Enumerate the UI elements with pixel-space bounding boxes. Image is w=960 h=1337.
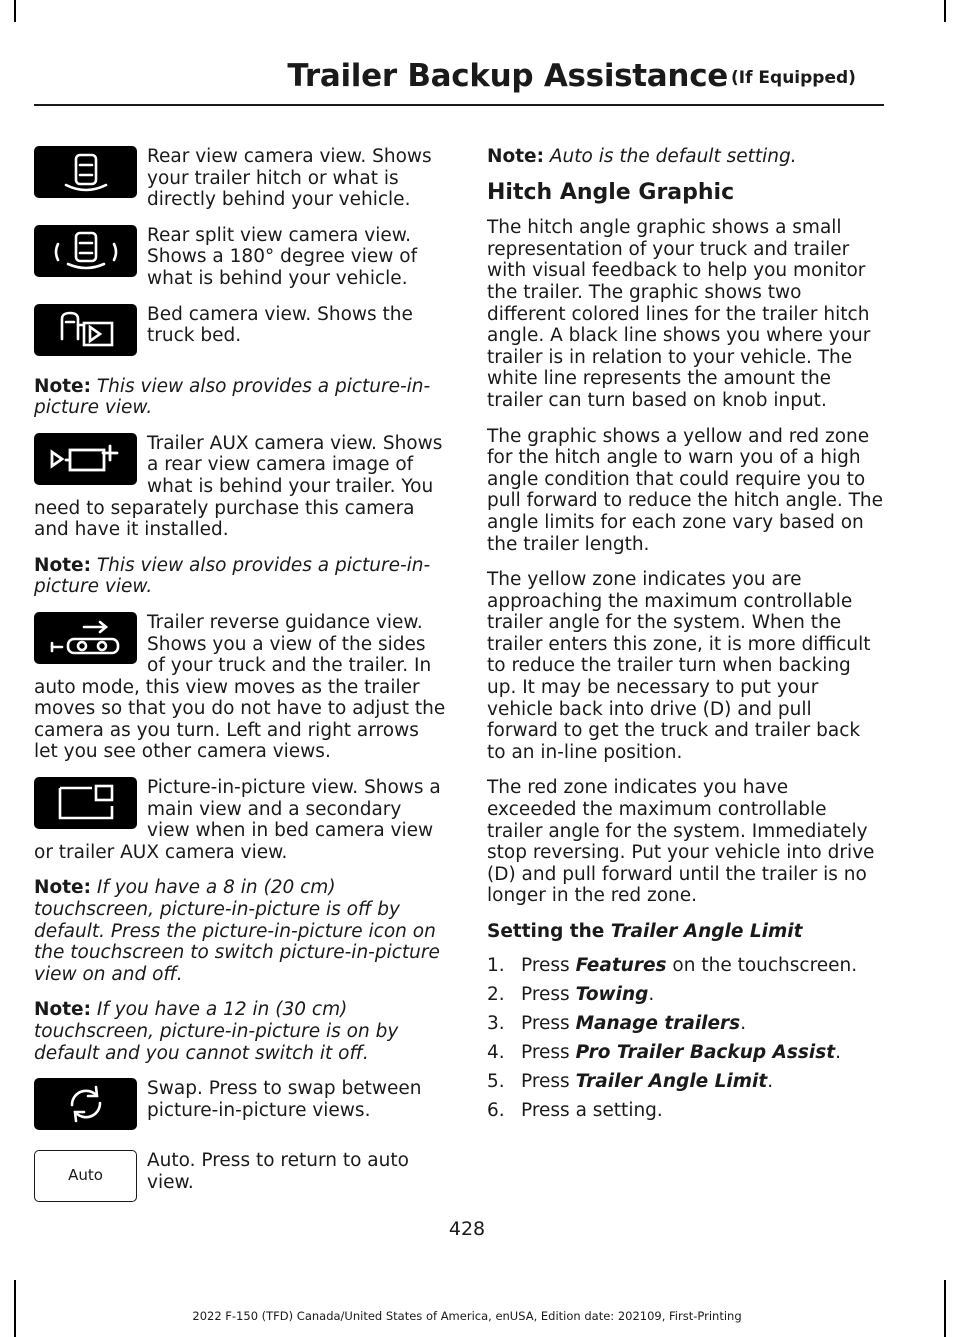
paragraph: The hitch angle graphic shows a small representation of your truck and trailer with visual feedback to help you monitor the trailer. The graphic shows two different colored lines for the trailer hitch angle. A black line shows you where your trailer is in relation to your vehicle. The white line represents the amount the trailer can turn based on knob input. [487,217,871,411]
list-item [487,1071,883,1093]
trailer-aux-camera-icon [34,433,137,485]
step-number: 6. [487,1100,505,1122]
crop-mark-top-right [944,0,946,22]
crop-mark-bottom-right [944,1280,946,1337]
swap-icon [34,1078,137,1130]
rear-split-description: Rear split view camera view. Shows a 180° degree view of what is behind your vehicle. [147,224,418,289]
note-text: If you have a 8 in (20 cm) touchscreen, picture-in-picture is off by default. Press the picture-in-picture icon on the touchscreen to switch picture-in-picture view on and off. [34,877,440,985]
subsection-prefix: Setting the [487,921,605,942]
step-post: . [835,1041,841,1063]
step-pre: Press [521,1012,570,1034]
step-number: 2. [487,983,505,1005]
note-label: Note: [34,999,91,1021]
auto-icon-label: Auto [68,1166,103,1185]
subsection-emphasis: Trailer Angle Limit [610,921,803,942]
auto-icon [34,1150,137,1202]
list-item [487,955,883,977]
subsection-heading [487,921,883,943]
swap-item [34,1078,448,1136]
swap-description: Swap. Press to swap between picture-in-picture views. [147,1078,422,1121]
step-post: . [648,983,655,1005]
footer: 2022 F-150 (TFD) Canada/United States of America, enUSA, Edition date: 202109, First-Printing [192,1309,742,1323]
step-number: 3. [487,1012,505,1034]
note-text: This view also provides a picture-in-picture view. [34,375,431,419]
bed-camera-description: Bed camera view. Shows the truck bed. [147,303,413,347]
step-pre: Press [521,983,570,1005]
right-column [487,146,883,1129]
step-number: 1. [487,954,505,976]
step-pre: Press a setting. [521,1100,663,1122]
note-label: Note: [34,554,91,576]
note-auto-default [487,146,883,168]
step-post: on the touchscreen. [672,954,858,976]
note-label: Note: [34,375,91,397]
list-item [487,984,883,1006]
note-pip-2 [34,555,448,598]
paragraph: The graphic shows a yellow and red zone for the hitch angle to warn you of a high angle condition that could require you to pull forward to reduce the hitch angle. The angle limits for each zone vary based on the trailer length. [487,425,884,555]
list-item [487,1042,883,1064]
rear-view-item [34,146,448,211]
header-divider [34,104,884,106]
step-number: 5. [487,1070,505,1092]
list-item [487,1100,883,1122]
step-pre: Press [521,1041,570,1063]
step-emphasis: Features [575,954,667,976]
rear-split-item [34,225,448,290]
step-emphasis: Trailer Angle Limit [575,1070,768,1092]
page-number: 428 [448,1218,486,1240]
rear-split-camera-icon [34,225,137,277]
step-pre: Press [521,1070,570,1092]
reverse-guidance-item [34,612,448,763]
trailer-reverse-guidance-icon [34,612,137,664]
step-emphasis: Pro Trailer Backup Assist [575,1041,836,1063]
step-post: . [740,1012,747,1034]
auto-description: Auto. Press to return to auto view. [147,1150,409,1193]
rear-view-description: Rear view camera view. Shows your trailer hitch or what is directly behind your vehicle. [147,146,432,211]
step-emphasis: Towing [575,983,649,1005]
section-heading: Hitch Angle Graphic [487,179,735,205]
page-title-qualifier: (If Equipped) [731,68,856,88]
step-number: 4. [487,1041,505,1063]
note-text: If you have a 12 in (30 cm) touchscreen, picture-in-picture is on by default and you cannot switch it off. [34,999,399,1064]
paragraph: The yellow zone indicates you are approaching the maximum controllable trailer angle for the system. When the trailer enters this zone, it is more difficult to reduce the trailer turn when backing up. It may be necessary to put your vehicle back into drive (D) and pull forward to get the truck and trailer back to an in-line position. [487,569,871,763]
reverse-guidance-description: Trailer reverse guidance view. Shows you a view of the sides of your truck and the trailer. In auto mode, this view moves as the trailer moves so that you do not have to adjust the camera as you turn. Left and right arrows let you see other camera views. [34,611,446,763]
trailer-aux-item [34,433,448,541]
step-post: . [767,1070,774,1092]
left-column [34,146,448,1222]
bed-camera-item [34,304,448,362]
steps-list [487,955,883,1122]
trailer-aux-description: Trailer AUX camera view. Shows a rear view camera image of what is behind your trailer. You need to separately purchase this camera and have it installed. [34,432,443,541]
step-pre: Press [521,954,570,976]
rear-camera-icon [34,146,137,198]
page-title: Trailer Backup Assistance [287,58,728,94]
note-text: This view also provides a picture-in-picture view. [34,554,431,598]
note-12in [34,999,448,1064]
step-emphasis: Manage trailers [575,1012,741,1034]
note-pip-1 [34,376,448,419]
note-label: Note: [34,877,91,899]
crop-mark-top-left [14,0,16,22]
list-item [487,1013,883,1035]
auto-item [34,1150,448,1208]
note-8in [34,877,448,985]
bed-camera-icon [34,304,137,356]
note-text: Auto is the default setting. [549,146,797,167]
paragraph: The red zone indicates you have exceeded the maximum controllable trailer angle for the system. Immediately stop reversing. Put your vehicle into drive (D) and pull forward until the trailer is no longer in the red zone. [487,777,875,907]
pip-item [34,777,448,863]
picture-in-picture-icon [34,777,137,829]
pip-description: Picture-in-picture view. Shows a main view and a secondary view when in bed camera view or trailer AUX camera view. [34,777,441,863]
note-label: Note: [487,146,544,167]
